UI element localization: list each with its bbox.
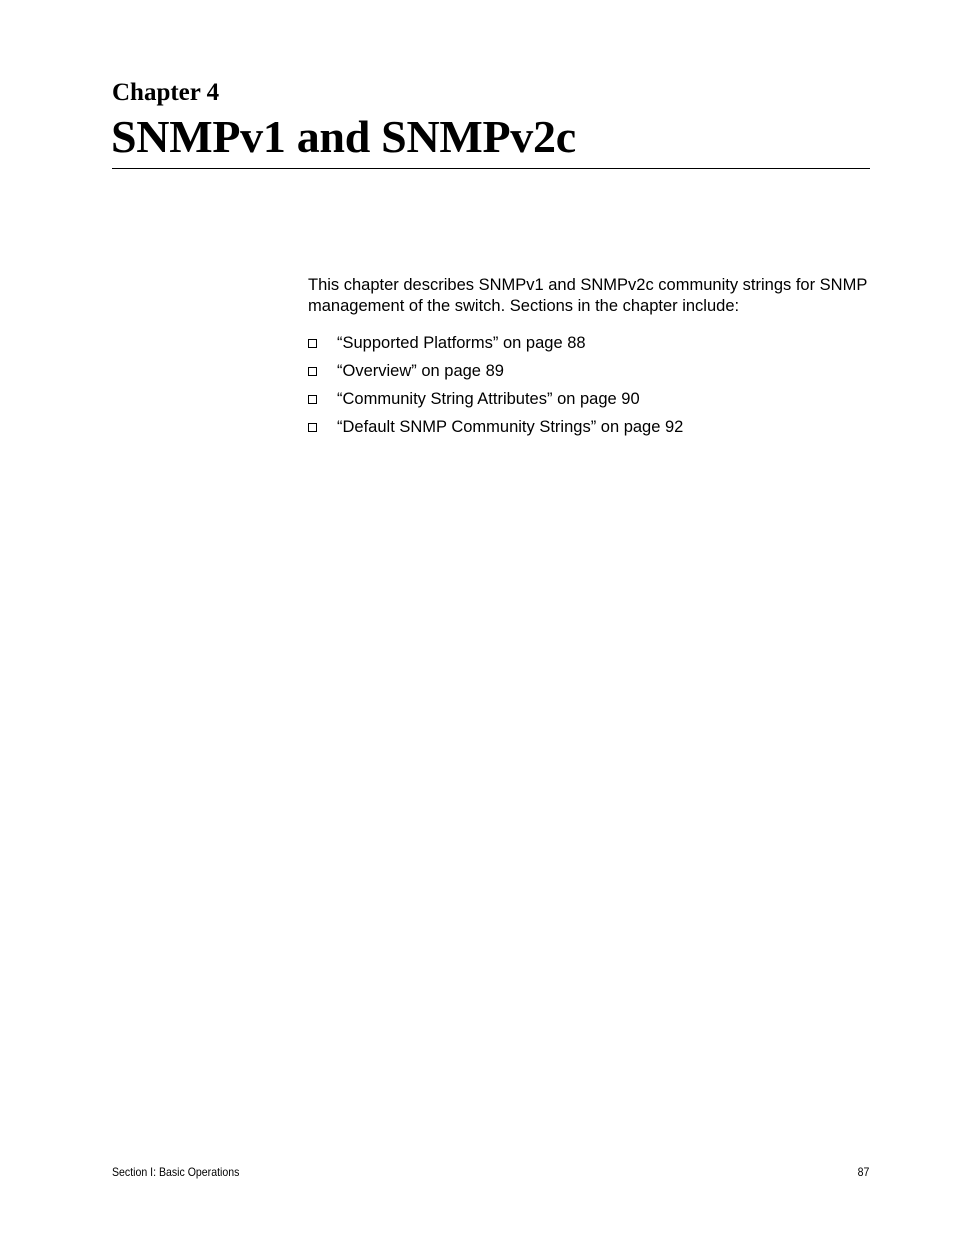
- list-item[interactable]: [308, 417, 868, 445]
- section-link-community-string-attributes[interactable]: “Community String Attributes” on page 90: [337, 390, 640, 408]
- list-item[interactable]: [308, 361, 868, 389]
- list-item[interactable]: [308, 333, 868, 361]
- box-bullet-icon: [308, 389, 319, 409]
- box-bullet-icon: [308, 417, 319, 437]
- intro-paragraph: This chapter describes SNMPv1 and SNMPv2c community strings for SNMP management of the switch. Sections in the chapter include:: [308, 276, 868, 315]
- list-item[interactable]: [308, 389, 868, 417]
- section-link-overview[interactable]: “Overview” on page 89: [337, 362, 504, 380]
- footer-section-label: Section I: Basic Operations: [112, 1165, 240, 1179]
- box-bullet-icon: [308, 333, 319, 353]
- section-link-default-snmp-community-strings[interactable]: “Default SNMP Community Strings” on page 92: [337, 418, 684, 436]
- section-link-supported-platforms[interactable]: “Supported Platforms” on page 88: [337, 334, 586, 352]
- chapter-label: Chapter 4: [112, 79, 220, 106]
- title-divider: [112, 168, 870, 169]
- section-list: [308, 333, 868, 445]
- chapter-title: SNMPv1 and SNMPv2c: [111, 111, 576, 162]
- footer-page-number: 87: [857, 1165, 869, 1179]
- box-bullet-icon: [308, 361, 319, 381]
